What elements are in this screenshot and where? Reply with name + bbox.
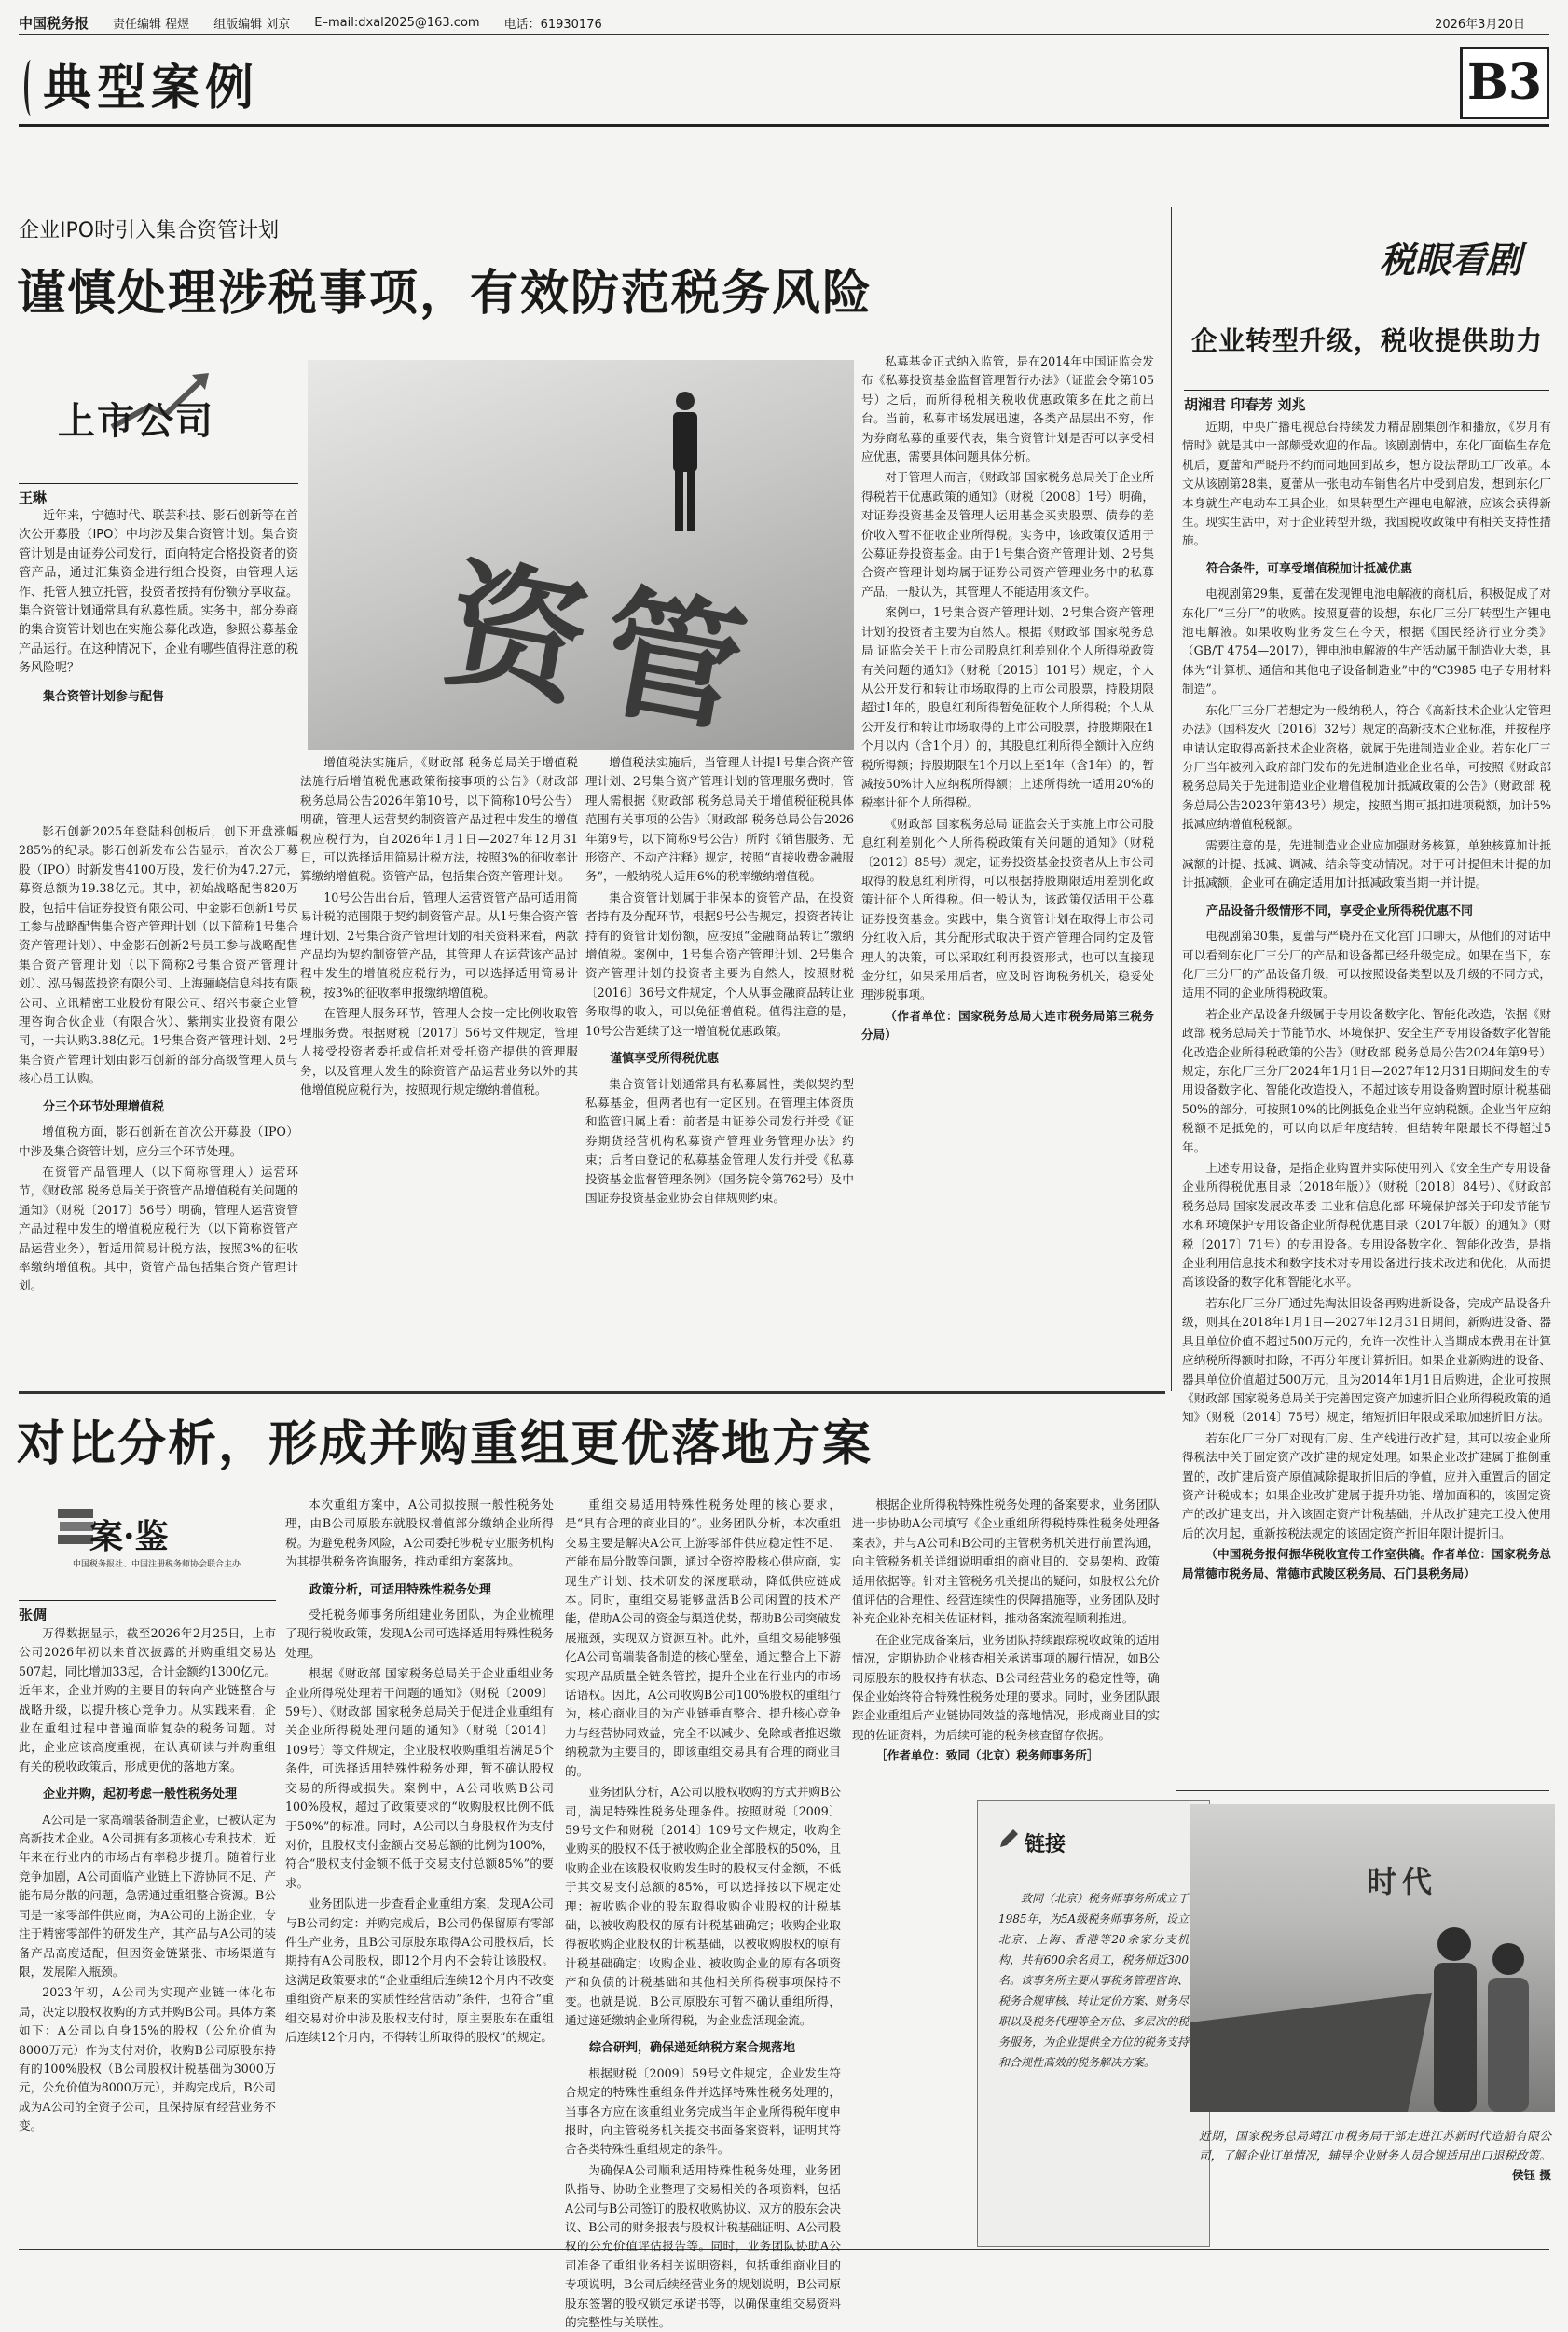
- article1-column-4: [861, 352, 1154, 1382]
- sidebar-para: 若东化厂三分厂通过先淘汰旧设备再购进新设备，完成产品设备升级，则其在2018年1月1日—2027年12月31日期间，新购进设备、器具且单位价值不超过500万元的，允许一次性计入当期成本费用在计算应纳税所得额时扣除，不再分年度计算折旧。如果企业新购进的设备、器具单位价值超过500万元，且为2014年1月1日后购进，企业可按照《财政部 国家税务总局关于完善固定资产加速折旧企业所得税政策的通知》（财税〔2014〕75号）规定，缩短折旧年限或采取加速折旧方法。: [1182, 1295, 1551, 1425]
- article2-column-4: [852, 1496, 1160, 1790]
- article2-para: 业务团队进一步查看企业重组方案，发现A公司与B公司约定：并购完成后，B公司仍保留原有零部件生产业务，且B公司原股东取得A公司股权后，长期持有A公司股权，即12个月内不会转让该股权。这满足政策要求的“企业重组后连续12个月内不改变重组资产原来的实质性经营活动”条件，也符合“重组交易对价中涉及股权支付时，原主要股东在重组后连续12个月内，不得转让所取得的股权”的规定。: [285, 1897, 554, 2044]
- phone: 电话：61930176: [503, 18, 602, 32]
- swoosh-icon: [24, 60, 37, 116]
- article1-column-1: [19, 822, 298, 1382]
- sidebar-headline: 企业转型升级，税收提供助力: [1191, 325, 1544, 356]
- article1-para: 集合资管计划属于非保本的资管产品，在投资者持有及分配环节，根据9号公告规定，投资者转让持有的资管计划份额，应按照“金融商品转让”缴纳增值税。案例中，1号集合资产管理计划、2号集合资产管理计划的投资者主要为自然人，按照财税〔2016〕36号文件规定，个人从事金融商品转让业务取得的收入，可以免征增值税。值得注意的是，10号公告延续了这一增值税优惠政策。: [585, 890, 854, 1038]
- sidebar-subhead-1: 符合条件，可享受增值税加计抵减优惠: [1206, 561, 1413, 576]
- article1-subhead-2: 分三个环节处理增值税: [43, 1099, 165, 1114]
- article1-para: 增值税方面，影石创新在首次公开募股（IPO）中涉及集合资管计划，应分三个环节处理。: [19, 1125, 298, 1158]
- case-column-subtitle: 中国税务报社、中国注册税务师协会联合主办: [73, 1560, 241, 1569]
- listed-company-stamp: 上市公司: [58, 399, 214, 443]
- article1-kicker: 企业IPO时引入集合资管计划: [19, 219, 280, 242]
- article2-subhead-3: 综合研判，确保递延纳税方案合规落地: [589, 2041, 796, 2056]
- article1-para: 增值税法实施后，当管理人计提1号集合资产管理计划、2号集合资产管理计划的管理服务费时，管理人需根据《财政部 税务总局关于增值税征税具体范围有关事项的公告》（财政部 税务总局公告2026年第9号，以下简称9号公告）所附《销售服务、无形资产、不动产注释》规定，按照“直接收费金融服务”，一般纳税人适用6%的税率缴纳增值税。: [585, 755, 854, 884]
- section-band: [19, 41, 1549, 127]
- article1-column-2: [300, 753, 578, 1382]
- article2-para: 业务团队分析，A公司以股权收购的方式并购B公司，满足特殊性税务处理条件。按照财税〔2009〕59号文件和财税〔2014〕109号文件规定，收购企业购买的股权不低于被收购企业全部股权的50%，且收购企业在该股权收购发生时的股权支付金额，不低于其交易支付总额的85%，可以选择按以下规定处理：被收购企业的股东取得收购企业股权的计税基础，以被收购股权的原有计税基础确定；收购企业取得被收购企业股权的计税基础，以被收购股权的原有计税基础确定；收购企业、被收购企业的原有各项资产和负债的计税基础和其他相关所得税事项保持不变。也就是说，B公司原股东可暂不确认重组所得，通过递延缴纳企业所得税，为企业盘活现金流。: [565, 1785, 841, 2027]
- article2-para: 在企业完成备案后，业务团队持续跟踪税收政策的适用情况，定期协助企业核查相关承诺事项的履行情况，如B公司原股东的股权持有状态、B公司经营业务的稳定性等，确保企业始终符合特殊性税务处理的要求。同时，业务团队跟踪企业重组后产业链协同效益的落地情况，形成商业目的实现的佐证资料，为后续可能的税务核查留存依据。: [852, 1632, 1160, 1742]
- article1-subhead-1: 集合资管计划参与配售: [43, 689, 165, 704]
- link-box-body: 致同（北京）税务师事务所成立于1985年，为5A级税务师事务所，设立北京、上海、香港等20余家分支机构，共有600余名员工，税务师近300名。该事务所主要从事税务管理咨询、税务合规审核、转让定价方案、财务尽职以及税务代理等全方位、多层次的税务服务，为企业提供全方位的税务支持和合规性高效的税务解决方案。: [998, 1892, 1190, 2069]
- photo2-caption-text: 近期，国家税务总局靖江市税务局干部走进江苏新时代造船有限公司，了解企业订单情况，辅导企业财务人员合规适用出口退税政策。: [1199, 2129, 1551, 2162]
- article1-para: 增值税法实施后，《财政部 税务总局关于增值税法施行后增值税优惠政策衔接事项的公告》（财政部 税务总局公告2026年第10号，以下简称10号公告）明确，管理人运营契约制资管产品过程中发生的增值税应税行为，自2026年1月1日—2027年12月31日，可以选择适用简易计税方法，按照3%的征收率计算缴纳增值税。资管产品，包括集合资产管理计划。: [300, 755, 578, 884]
- shipyard-sign-text: 时代: [1367, 1864, 1438, 1899]
- photo-asset-text: 资管: [433, 541, 775, 758]
- article2-para: A公司是一家高端装备制造企业，已被认定为高新技术企业。A公司拥有多项核心专利技术，近年来在行业内的市场占有率稳步提升。随着行业竞争加剧，A公司面临产业链上下游协同不足、产能布局分散的问题，急需通过重组整合资源。B公司是一家零部件供应商，为A公司的上游企业，专注于精密零部件的研发生产，其产品与A公司的装备产品高度适配，但因资金链紧张、市场渠道有限，发展陷入瓶颈。: [19, 1812, 276, 1979]
- sidebar-authors: 胡湘君 印春芳 刘兆: [1184, 390, 1549, 414]
- article1-column-3: [585, 753, 854, 1382]
- sidebar-source: （中国税务报何振华税收宣传工作室供稿。作者单位：国家税务总局常德市税务局、常德市武陵区税务局、石门县税务局）: [1182, 1547, 1551, 1580]
- layout-credit: 组版编辑 刘京: [213, 18, 291, 32]
- article1-para: 《财政部 国家税务总局 证监会关于实施上市公司股息红利差别化个人所得税政策有关问题的通知》（财税〔2012〕85号）规定，证券投资基金投资者从上市公司取得的股息红利所得，可以根据持股期限适用差别化政策计征个人所得税。但一般认为，该政策仅适用于公募证券投资基金。实践中，集合资管计划在取得上市公司分红收入后，其分配形式取决于资产管理合同约定及管理人的决策，可以采取红利再投资形式，也可以直接现金分红，如果采用后者，应及时咨询税务机关，稳妥处理涉税事项。: [861, 816, 1154, 1002]
- sidebar-para: 上述专用设备，是指企业购置并实际使用列入《安全生产专用设备企业所得税优惠目录（2018年版）》（财税〔2018〕84号）、《财政部 税务总局 国家发展改革委 工业和信息化部 环境保护部关于印发节能节水和环境保护专用设备企业所得税优惠目录（2017年版）的通知》（财税〔2017〕71号）的专用设备。专用设备数字化、智能化改造，是指企业利用信息技术和数字技术对专用设备进行技术改进和优化，从而提高该设备的数字化和智能化水平。: [1182, 1161, 1551, 1290]
- section-title: 典型案例: [43, 60, 260, 117]
- article2-author: 张倜: [19, 1600, 276, 1624]
- sidebar-brand: 税眼看剧: [1380, 240, 1522, 281]
- article1-source: （作者单位：国家税务总局大连市税务局第三税务分局）: [861, 1008, 1154, 1042]
- editor-credit: 责任编辑 程煜: [113, 18, 190, 32]
- sidebar-lead: 近期，中央广播电视总台持续发力精品剧集创作和播放，《岁月有情时》就是其中一部颇受欢迎的作品。该剧剧情中，东化厂面临生存危机后，夏蕾和严晓丹不约而同地回到故乡，想方设法帮助工厂改革。本文从该剧第28集，夏蕾从一张电动车销售名片中受到启发，想到东化厂本身就生产电动车工具企业，如果转型生产锂电电解液，应该会获得新生。现实生活中，对于企业转型升级，我国税收政策中有相关支持性措施。: [1182, 420, 1551, 548]
- article2-para: 本次重组方案中，A公司拟按照一般性税务处理，由B公司原股东就股权增值部分缴纳企业所得税。为避免税务风险，A公司委托涉税专业服务机构为其提供税务咨询服务，推动重组方案落地。: [285, 1497, 554, 1569]
- article2-para: 重组交易适用特殊性税务处理的核心要求，是“具有合理的商业目的”。业务团队分析，本次重组交易主要是解决A公司上游零部件供应稳定性不足、产能布局分散等问题，通过全资控股核心供应商，实现生产计划、技术研发的深度联动，降低供应链成本。同时，重组交易能够盘活B公司闲置的技术产能，借助A公司的资金与渠道优势，帮助B公司突破发展瓶颈，实现双方资源互补。此外，重组交易能够强化A公司高端装备制造的核心壁垒，通过整合上下游实现产品质量全链条管控，提升企业在行业内的市场话语权。因此，A公司收购B公司100%股权的重组行为，核心商业目的为产业链垂直整合、提升核心竞争力与经营协同效益，完全不以减少、免除或者推迟缴纳税款为主要目的，即该重组交易具有合理的商业目的。: [565, 1497, 841, 1778]
- article2-subhead-2: 政策分析，可适用特殊性税务处理: [309, 1582, 492, 1597]
- article1-para: 在资管产品管理人（以下简称管理人）运营环节，《财政部 税务总局关于资管产品增值税有关问题的通知》（财税〔2017〕56号）明确，管理人运营资管产品过程中发生的增值税应税行为（以下简称资管产品运营业务），暂适用简易计税方法，按照3%的征收率缴纳增值税。其中，资管产品包括集合资产管理计划。: [19, 1164, 298, 1293]
- pen-icon: [997, 1827, 1021, 1851]
- asset-management-photo: [308, 360, 854, 758]
- issue-date: 2026年3月20日: [1435, 18, 1525, 32]
- sidebar-subhead-2: 产品设备升级情形不同，享受企业所得税优惠不同: [1206, 904, 1474, 918]
- article1-para: 在管理人服务环节，管理人会按一定比例收取管理服务费。根据财税〔2017〕56号文件规定，管理人接受投资者委托或信托对受托资产提供的管理服务，以及管理人发生的除资管产品运营业务以外的其他增值税应税行为，按照现行规定缴纳增值税。: [300, 1006, 578, 1097]
- photo2-credit: 侯钰 摄: [1511, 2168, 1551, 2182]
- column-divider: [1171, 207, 1172, 1391]
- article2-column-3: [565, 1496, 841, 2330]
- article2-para: 2023年初，A公司为实现产业链一体化布局，决定以股权收购的方式并购B公司。具体方案如下：A公司以自身15%的股权（公允价值为8000万元）作为支付对价，收购B公司原股东持有的100%股权（B公司股权计税基础为3000万元，公允价值为8000万元），并购完成后，B公司成为A公司的全资子公司，且保持原有经营业务不变。: [19, 1985, 276, 2133]
- link-box-title: 链接: [1025, 1833, 1066, 1856]
- photo2-caption: [1199, 2126, 1551, 2185]
- case-column-stamp: 案·鉴: [89, 1517, 169, 1556]
- article1-subhead-3: 谨慎享受所得税优惠: [610, 1052, 720, 1067]
- email: E–mail:dxal2025@163.com: [314, 16, 480, 30]
- ship-hull-shape: [1190, 1963, 1432, 2112]
- link-box: [977, 1800, 1210, 2247]
- sidebar-para: 电视剧第30集，夏蕾与严晓丹在文化宫门口聊天，从他们的对话中可以看到东化厂三分厂的产品和设备都已经升级完成。如果在当下，东化厂三分厂的产品设备升级，可以按照设备类型以及升级的不同方式，适用不同的企业所得税政策。: [1182, 929, 1551, 1000]
- sidebar-para: 需要注意的是，先进制造业企业应加强财务核算，单独核算加计抵减额的计提、抵减、调减、结余等变动情况。对于可计提但未计提的加计抵减额，企业可在确定适用加计抵减政策当期一并计提。: [1182, 837, 1551, 890]
- article2-para: 受托税务师事务所组建业务团队，为企业梳理了现行税收政策，发现A公司可选择适用特殊性税务处理。: [285, 1608, 554, 1660]
- sidebar-para: 若企业产品设备升级属于专用设备数字化、智能化改造，依据《财政部 税务总局关于节能节水、环境保护、安全生产专用设备数字化智能化改造企业所得税政策的公告》（财政部 税务总局公告2024年第9号）规定，东化厂三分厂2024年1月1日—2027年12月31日期间发生的专用设备数字化、智能化改造投入，不超过该专用设备购置时原计税基础50%的部分，可按照10%的比例抵免企业当年应纳税额。企业当年应纳税额不足抵免的，可以向以后年度结转，但结转年限最长不得超过5年。: [1182, 1006, 1552, 1154]
- article2-column-2: [285, 1496, 554, 2240]
- businessman-figure-icon: [662, 388, 708, 537]
- article2-para: 根据财税〔2009〕59号文件规定，企业发生符合规定的特殊性重组条件并选择特殊性税务处理的，当事各方应在该重组业务完成当年企业所得税年度申报时，向主管税务机关提交书面备案资料，证明其符合各类特殊性重组规定的条件。: [565, 2065, 841, 2157]
- article1-para: 私募基金正式纳入监管，是在2014年中国证监会发布《私募投资基金监督管理暂行办法》（证监会令第105号）之后，而所得税相关税收优惠政策多在此之前出台。当前，私募市场发展迅速，各类产品层出不穷，作为券商私募的重要代表，集合资管计划是否可以享受相应优惠，需要具体问题具体分析。: [861, 354, 1154, 464]
- sidebar-para: 东化厂三分厂若想定为一般纳税人，符合《高新技术企业认定管理办法》（国科发火〔2016〕32号）规定的高新技术企业标准，并按程序申请认定取得高新技术企业资格，就属于先进制造业企业。若东化厂三分厂当年被列入政府部门发布的先进制造业企业名单，可按照《财政部 税务总局关于先进制造业企业增值税加计抵减政策的公告》（财政部 税务总局公告2023年第43号）规定，按照当期可抵扣进项税额，加计5%抵减应纳增值税税额。: [1182, 702, 1551, 832]
- article1-column-1a: [19, 507, 298, 830]
- page-number-badge: B3: [1460, 47, 1549, 119]
- article1-lead: 近年来，宁德时代、联芸科技、影石创新等在首次公开募股（IPO）中均涉及集合资管计划。集合资管计划是由证券公司发行，面向特定合格投资者的资管产品，通过汇集资金进行组合投资，由管理人运作、托管人独立托管，投资者按持有份额分享收益。集合资管计划通常具有私募性质。实务中，部分券商的集合资管计划也在实施公募化改造，参照公募基金产品运行。在这种情况下，企业有哪些值得注意的税务风险呢？: [19, 509, 298, 676]
- article2-lead: 万得数据显示，截至2026年2月25日，上市公司2026年初以来首次披露的并购重组交易达507起，同比增加33起，合计金额约1300亿元。近年来，企业并购的主要目的转向产业链整合与战略升级，以提升核心竞争力。从实践来看，企业在重组过程中普遍面临复杂的税务问题。对此，企业应该高度重视，在认真研读与并购重组有关的税收政策后，形成更优的落地方案。: [19, 1626, 276, 1773]
- article1-para: 影石创新2025年登陆科创板后，创下开盘涨幅285%的纪录。影石创新发布公告显示，首次公开募股（IPO）时新发售4100万股，发行价为47.27元，募资总额为19.38亿元。其中，初始战略配售820万股，包括中信证券投资有限公司、中金影石创新1号员工参与战略配售集合资产管理计划（以下简称1号集合资产管理计划）、中金影石创新2号员工参与战略配售集合资产管理计划（以下简称2号集合资产管理计划）、泓马锡蓝投资有限公司、上海骊峣信息科技有限公司、立讯精密工业股份有限公司、绍兴韦豪企业管理咨询合伙企业（有限合伙）、紫荆实业投资有限公司，一共认购3.88亿元。1号集合资产管理计划、2号集合资产管理计划由影石创新的部分高级管理人员与核心员工认购。: [19, 824, 298, 1086]
- article2-column-1: [19, 1624, 276, 2240]
- shipyard-photo: [1190, 1804, 1555, 2112]
- article1-para: 集合资管计划通常具有私募属性，类似契约型私募基金，但两者也有一定区别。在管理主体资质和监管归属上看：前者是由证券公司发行并受《证券期货经营机构私募资产管理业务管理办法》约束；后者由登记的私募基金管理人发行并受《私募投资基金监督管理条例》（国务院令第762号）及中国证券投资基金业协会自律规则约束。: [585, 1076, 854, 1205]
- article2-para: 根据企业所得税特殊性税务处理的备案要求，业务团队进一步协助A公司填写《企业重组所得税特殊性税务处理备案表》，并与A公司和B公司的主管税务机关进行前置沟通，向主管税务机关详细说明重组的商业目的、交易架构、政策适用依据等。针对主管税务机关提出的疑问，如股权公允价值评估的合理性、经营连续性的保障措施等，业务团队及时补充企业补充相关佐证材料，推动备案流程顺利推进。: [852, 1497, 1160, 1626]
- article1-author: 王琳: [19, 483, 298, 507]
- sidebar-para: 若东化厂三分厂对现有厂房、生产线进行改扩建，其可以按企业所得税法中关于固定资产改扩建的规定处理。如果企业改扩建属于推倒重置的，改扩建后资产原值减除提取折旧后的净值，应并入重置后的固定资产计税成本；如果企业改扩建属于提升功能、增加面积的，该固定资产的改扩建支出，并入该固定资产计税基础，并从改扩建完工投入使用后的次月起，重新按税法规定的该固定资产折旧年限计提折旧。: [1182, 1430, 1551, 1540]
- sidebar-para: 电视剧第29集，夏蕾在发现锂电池电解液的商机后，积极促成了对东化厂“三分厂”的收购。按照夏蕾的设想，东化厂三分厂转型生产锂电池电解液。如果收购业务发生在今天，根据《国民经济行业分类》（GB/T 4754—2017），锂电池电解液的生产活动属于制造业大类，具体为“计算机、通信和其他电子设备制造业”中的“C3985 电子专用材料制造”。: [1182, 586, 1552, 697]
- article2-source: ［作者单位：致同（北京）税务师事务所］: [875, 1748, 1099, 1763]
- article-divider: [19, 1393, 1165, 1394]
- article2-para: 根据《财政部 国家税务总局关于企业重组业务企业所得税处理若干问题的通知》（财税〔2009〕59号）、《财政部 国家税务总局关于促进企业重组有关企业所得税处理问题的通知》（财税〔2014〕109号）等文件规定，企业股权收购重组若满足5个条件，可选择适用特殊性税务处理，暂不确认股权交易的所得或损失。案例中，A公司收购B公司100%股权，超过了政策要求的“收购股权比例不低于50%”的标准。同时，A公司以自身股权作为支付对价，且股权支付金额占交易总额的比例为100%，符合“股权支付金额不低于交易支付总额85%”的要求。: [285, 1666, 554, 1890]
- masthead-strip: [19, 11, 1549, 35]
- article2-headline: 对比分析，形成并购重组更优落地方案: [17, 1415, 873, 1472]
- article1-headline: 谨慎处理涉税事项，有效防范税务风险: [17, 265, 873, 322]
- article2-para: 为确保A公司顺利适用特殊性税务处理，业务团队指导、协助企业整理了交易相关的各项资料，包括A公司与B公司签订的股权收购协议、双方的股东会决议、B公司的财务报表与股权计税基础证明、A公司股权的公允价值评估报告等。同时，业务团队协助A公司准备了重组业务相关说明资料，包括重组商业目的专项说明，B公司后续经营业务的规划说明，B公司原股东签署的股权锁定承诺书等，以确保重组交易资料的完整性与关联性。: [565, 2162, 841, 2330]
- tax-officers-figures-icon: [1417, 1907, 1538, 2112]
- sidebar-divider: [1176, 1790, 1549, 1791]
- article2-subhead-1: 企业并购，起初考虑一般性税务处理: [43, 1787, 238, 1802]
- article1-para: 对于管理人而言，《财政部 国家税务总局关于企业所得税若干优惠政策的通知》（财税〔2008〕1号）明确，对证券投资基金及管理人运用基金买卖股票、债券的差价收入暂不征收企业所得税。实务中，该政策仅适用于公募证券投资基金。由于1号集合资产管理计划、2号集合资产管理计划均属于证券公司资产管理业务中的私募产品，一般认为，其管理人不能适用该文件。: [861, 470, 1154, 599]
- article1-para: 10号公告出台后，管理人运营资管产品可适用简易计税的范围限于契约制资管产品。从1号集合资产管理计划、2号集合资产管理计划的相关资料来看，两款产品均为契约制资管产品，其管理人在运营该产品过程中发生的增值税应税行为，可以选择适用简易计税，按3%的征收率申报缴纳增值税。: [300, 890, 578, 1000]
- sidebar-column: [1182, 418, 1551, 1785]
- paper-name: 中国税务报: [19, 15, 89, 32]
- article1-para: 案例中，1号集合资产管理计划、2号集合资产管理计划的投资者主要为自然人。根据《财政部 国家税务总局 证监会关于上市公司股息红利差别化个人所得税政策有关问题的通知》（财税〔2015〕101号）规定，个人从公开发行和转让市场取得的上市公司股票，持股期限超过1年的，股息红利所得暂免征收个人所得税；个人从公开发行和转让市场取得的上市公司股票，持股期限在1个月以内（含1个月）的，其股息红利所得全额计入应纳税所得额；持股期限在1个月以上至1年（含1年）的，暂减按50%计入应纳税所得额；上述所得统一适用20%的税率计征个人所得税。: [861, 605, 1154, 810]
